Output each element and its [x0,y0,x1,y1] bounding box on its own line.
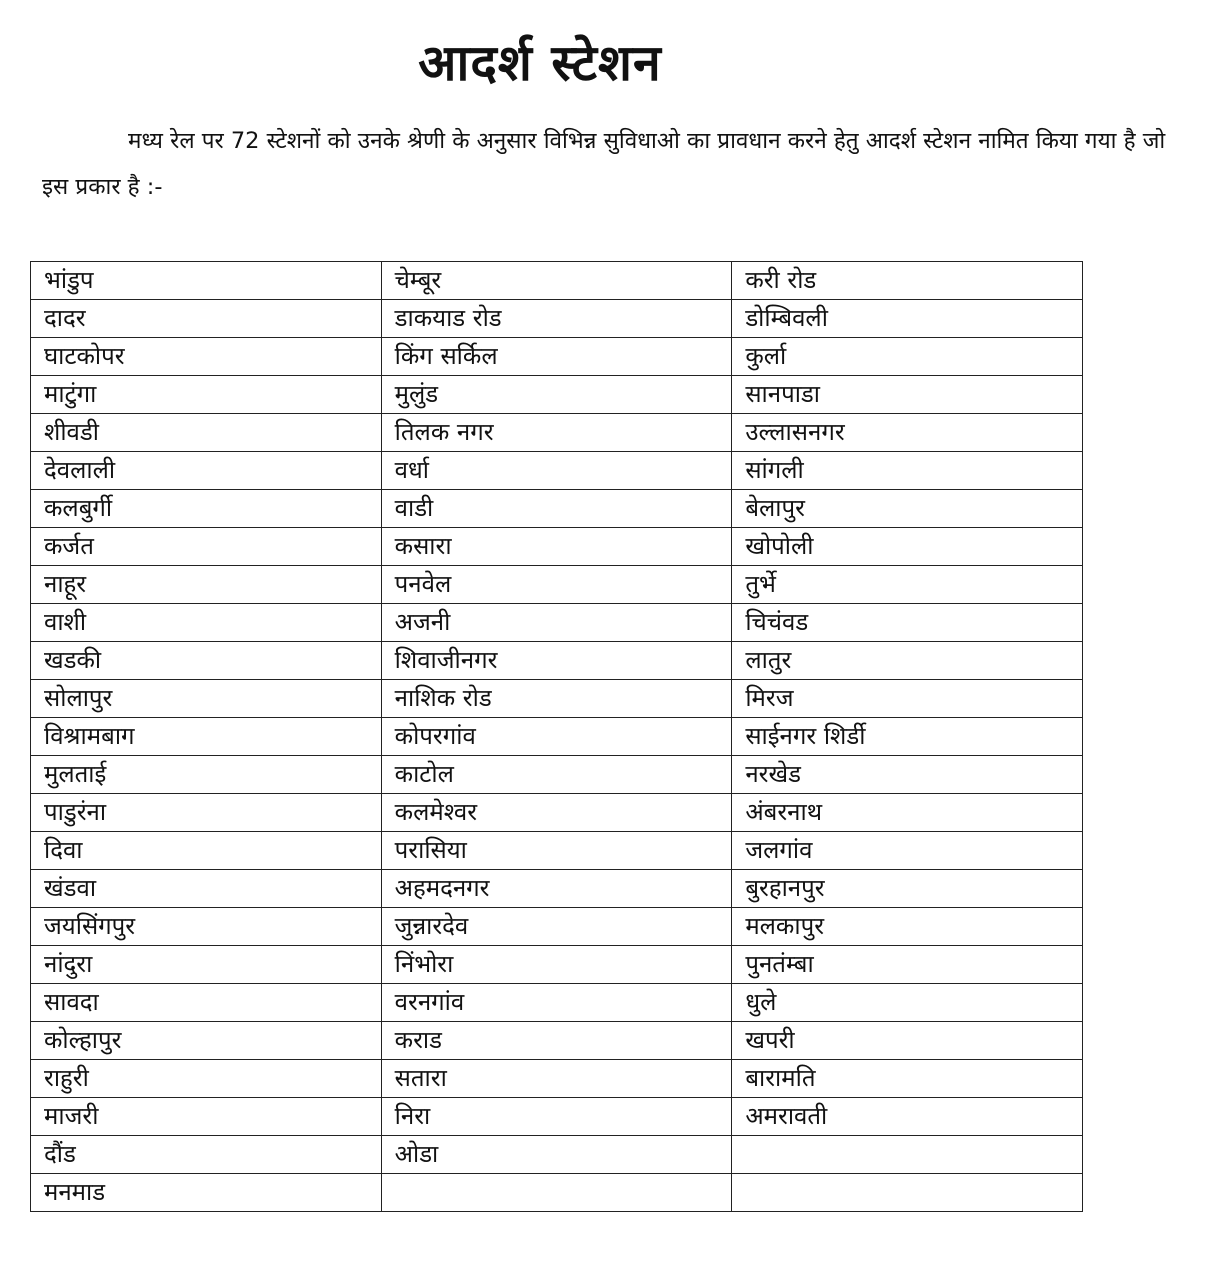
station-cell-second-column: जुन्नारदेव [381,908,732,946]
station-cell-first-column: मनमाड [31,1174,382,1212]
station-cell-first-column: शीवडी [31,414,382,452]
station-cell-third-column: बुरहानपुर [732,870,1083,908]
station-cell-second-column: वरनगांव [381,984,732,1022]
table-row [31,832,1083,870]
station-cell-first-column: खंडवा [31,870,382,908]
station-cell-third-column: बेलापुर [732,490,1083,528]
station-cell-third-column: सांगली [732,452,1083,490]
station-cell-third-column: उल्लासनगर [732,414,1083,452]
table-row [31,262,1083,300]
table-row [31,1098,1083,1136]
station-cell-third-column: चिचंवड [732,604,1083,642]
station-cell-second-column: कलमेश्वर [381,794,732,832]
station-cell-second-column: काटोल [381,756,732,794]
station-cell-third-column: करी रोड [732,262,1083,300]
station-cell-second-column: वर्धा [381,452,732,490]
station-cell-first-column: नाहूर [31,566,382,604]
station-cell-second-column: सतारा [381,1060,732,1098]
station-cell-first-column: पाडुरंना [31,794,382,832]
stations-table-body [31,262,1083,1212]
table-row [31,490,1083,528]
table-row [31,642,1083,680]
station-cell-second-column: ओडा [381,1136,732,1174]
table-row [31,794,1083,832]
station-cell-second-column: कोपरगांव [381,718,732,756]
table-row [31,528,1083,566]
station-cell-first-column: दिवा [31,832,382,870]
station-cell-first-column: खडकी [31,642,382,680]
station-cell-second-column: शिवाजीनगर [381,642,732,680]
station-cell-third-column: धुले [732,984,1083,1022]
station-cell-first-column: सोलापुर [31,680,382,718]
station-cell-third-column: साईनगर शिर्डी [732,718,1083,756]
station-cell-second-column: मुलुंड [381,376,732,414]
station-cell-first-column: राहुरी [31,1060,382,1098]
station-cell-first-column: घाटकोपर [31,338,382,376]
station-cell-second-column: वाडी [381,490,732,528]
station-cell-third-column [732,1136,1083,1174]
station-cell-second-column: किंग सर्किल [381,338,732,376]
table-row [31,1136,1083,1174]
station-cell-first-column: माटुंगा [31,376,382,414]
station-cell-third-column: बारामति [732,1060,1083,1098]
station-cell-third-column: डोम्बिवली [732,300,1083,338]
station-cell-second-column: निंभोरा [381,946,732,984]
station-cell-second-column: अहमदनगर [381,870,732,908]
table-row [31,1022,1083,1060]
station-cell-first-column: वाशी [31,604,382,642]
table-row [31,338,1083,376]
station-cell-first-column: कलबुर्गी [31,490,382,528]
station-cell-first-column: मुलताई [31,756,382,794]
station-cell-first-column: माजरी [31,1098,382,1136]
station-cell-third-column: मिरज [732,680,1083,718]
station-cell-third-column [732,1174,1083,1212]
station-cell-third-column: कुर्ला [732,338,1083,376]
station-cell-second-column [381,1174,732,1212]
station-cell-third-column: अमरावती [732,1098,1083,1136]
station-cell-first-column: दादर [31,300,382,338]
station-cell-third-column: सानपाडा [732,376,1083,414]
station-cell-third-column: खपरी [732,1022,1083,1060]
intro-paragraph: मध्य रेल पर 72 स्टेशनों को उनके श्रेणी के अनुसार विभिन्न सुविधाओ का प्रावधान करने हेतु आदर्श स्टेशन नामित किया गया है जो इस प्रकार है :- [42,128,1166,200]
station-cell-third-column: जलगांव [732,832,1083,870]
station-cell-first-column: देवलाली [31,452,382,490]
station-cell-second-column: अजनी [381,604,732,642]
table-row [31,604,1083,642]
table-row [31,452,1083,490]
station-cell-first-column: जयसिंगपुर [31,908,382,946]
station-cell-second-column: कराड [381,1022,732,1060]
station-cell-second-column: नाशिक रोड [381,680,732,718]
station-cell-second-column: डाकयाड रोड [381,300,732,338]
station-cell-second-column: कसारा [381,528,732,566]
table-row [31,414,1083,452]
station-cell-first-column: कर्जत [31,528,382,566]
station-cell-first-column: विश्रामबाग [31,718,382,756]
station-cell-second-column: निरा [381,1098,732,1136]
station-cell-third-column: नरखेड [732,756,1083,794]
stations-table [30,261,1083,1212]
table-row [31,1060,1083,1098]
station-cell-first-column: नांदुरा [31,946,382,984]
table-row [31,756,1083,794]
station-cell-first-column: भांडुप [31,262,382,300]
station-cell-third-column: पुनतंम्बा [732,946,1083,984]
table-row [31,908,1083,946]
station-cell-first-column: सावदा [31,984,382,1022]
station-cell-third-column: अंबरनाथ [732,794,1083,832]
table-row [31,1174,1083,1212]
table-row [31,566,1083,604]
table-row [31,300,1083,338]
table-row [31,680,1083,718]
station-cell-first-column: दौंड [31,1136,382,1174]
station-cell-second-column: तिलक नगर [381,414,732,452]
table-row [31,718,1083,756]
station-cell-second-column: परासिया [381,832,732,870]
page-title: आदर्श स्टेशन [418,34,662,92]
station-cell-third-column: तुर्भे [732,566,1083,604]
station-cell-third-column: मलकापुर [732,908,1083,946]
station-cell-third-column: लातुर [732,642,1083,680]
station-cell-first-column: कोल्हापुर [31,1022,382,1060]
table-row [31,376,1083,414]
table-row [31,946,1083,984]
station-cell-second-column: पनवेल [381,566,732,604]
station-cell-third-column: खोपोली [732,528,1083,566]
table-row [31,870,1083,908]
table-row [31,984,1083,1022]
station-cell-second-column: चेम्बूर [381,262,732,300]
